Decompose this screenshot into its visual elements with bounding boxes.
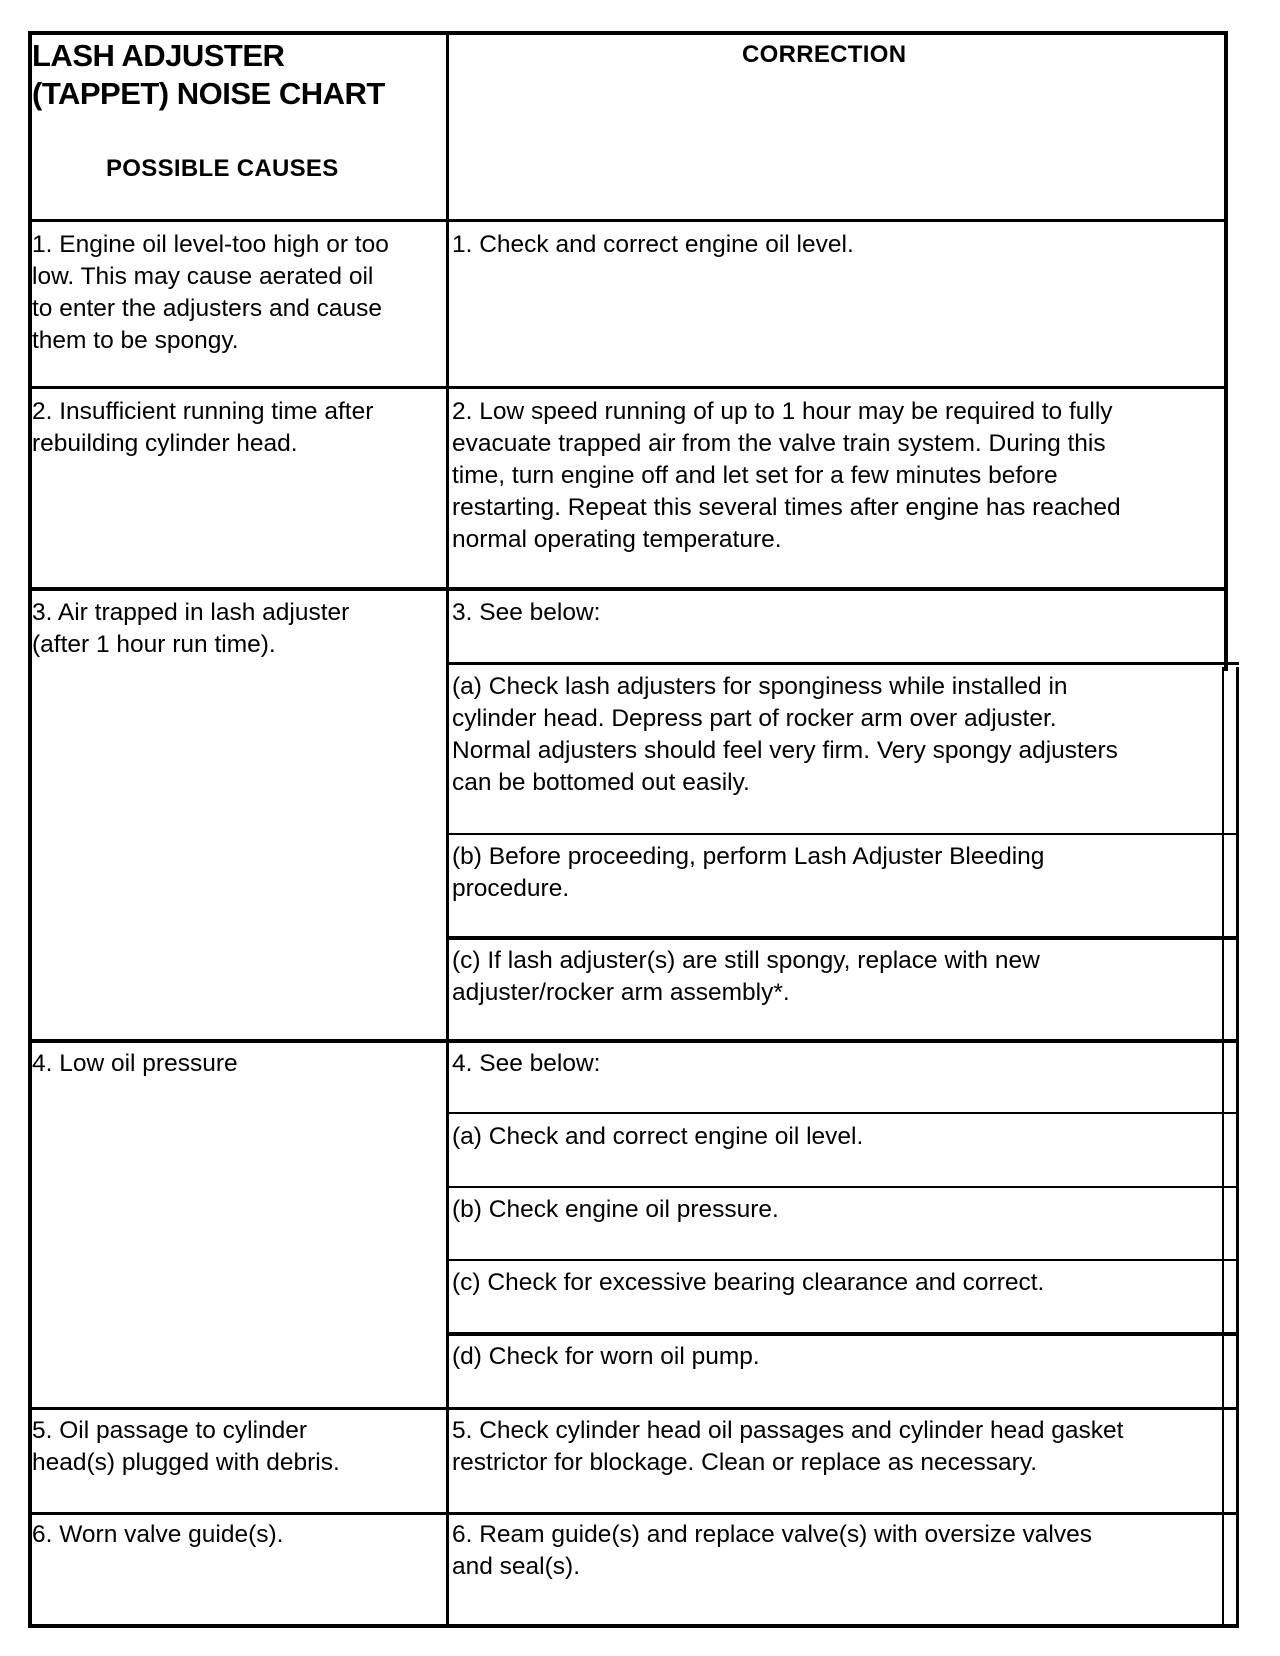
row-divider-5 bbox=[28, 1512, 1239, 1515]
correction-3: 3. See below: bbox=[452, 599, 601, 626]
cause-3: 3. Air trapped in lash adjuster (after 1 hour run time). bbox=[32, 599, 350, 658]
possible-causes-heading: POSSIBLE CAUSES bbox=[106, 155, 339, 182]
correction-4: 4. See below: bbox=[452, 1050, 601, 1077]
row-divider-3 bbox=[28, 1039, 1239, 1043]
cause-6: 6. Worn valve guide(s). bbox=[32, 1521, 284, 1548]
cause-2: 2. Insufficient running time after rebuilding cylinder head. bbox=[32, 398, 374, 457]
correction-3b: (b) Before proceeding, perform Lash Adjuster Bleeding procedure. bbox=[452, 843, 1045, 902]
correction-6: 6. Ream guide(s) and replace valve(s) with oversize valves and seal(s). bbox=[452, 1521, 1092, 1580]
noise-chart-table bbox=[28, 31, 1228, 1631]
subrow-divider-4a bbox=[446, 1112, 1239, 1114]
table-right-border-lower bbox=[1236, 667, 1239, 1628]
cause-4: 4. Low oil pressure bbox=[32, 1050, 238, 1077]
row-divider-1 bbox=[28, 386, 1228, 389]
column-divider bbox=[446, 31, 449, 1628]
row-divider-header bbox=[28, 219, 1228, 222]
subrow-divider-3b bbox=[446, 833, 1239, 835]
subrow-divider-4c bbox=[446, 1259, 1239, 1261]
table-bottom-border bbox=[28, 1624, 1238, 1628]
table-top-border bbox=[28, 31, 1228, 35]
correction-3a: (a) Check lash adjusters for sponginess while installed in cylinder head. Depress part of rocker arm over adjuster. Normal adjusters should feel very firm. Very spongy adjusters can be bottomed out easily. bbox=[452, 673, 1118, 796]
row-divider-4 bbox=[28, 1407, 1239, 1410]
table-right-border bbox=[1224, 31, 1228, 671]
row-divider-2 bbox=[28, 587, 1228, 591]
cause-1: 1. Engine oil level-too high or too low. This may cause aerated oil to enter the adjusters and cause them to be spongy. bbox=[32, 231, 389, 354]
correction-4c: (c) Check for excessive bearing clearance and correct. bbox=[452, 1269, 1045, 1296]
table-inner-right-rule bbox=[1222, 667, 1224, 1628]
subrow-divider-4b bbox=[446, 1186, 1239, 1188]
correction-3c: (c) If lash adjuster(s) are still spongy, replace with new adjuster/rocker arm assembly*. bbox=[452, 947, 1040, 1006]
correction-1: 1. Check and correct engine oil level. bbox=[452, 231, 854, 258]
subrow-divider-3a bbox=[446, 662, 1239, 665]
correction-4a: (a) Check and correct engine oil level. bbox=[452, 1123, 864, 1150]
correction-4b: (b) Check engine oil pressure. bbox=[452, 1196, 779, 1223]
correction-2: 2. Low speed running of up to 1 hour may be required to fully evacuate trapped air from the valve train system. During this time, turn engine off and let set for a few minutes before restarting. Repeat this several times after engine has reached normal operating temperature. bbox=[452, 398, 1121, 553]
subrow-divider-4d bbox=[446, 1332, 1239, 1336]
subrow-divider-3c bbox=[446, 936, 1239, 940]
cause-5: 5. Oil passage to cylinder head(s) plugged with debris. bbox=[32, 1417, 340, 1476]
correction-4d: (d) Check for worn oil pump. bbox=[452, 1343, 760, 1370]
correction-heading: CORRECTION bbox=[742, 41, 907, 68]
chart-title: LASH ADJUSTER (TAPPET) NOISE CHART bbox=[32, 38, 385, 111]
correction-5: 5. Check cylinder head oil passages and cylinder head gasket restrictor for blockage. Clean or replace as necessary. bbox=[452, 1417, 1124, 1476]
